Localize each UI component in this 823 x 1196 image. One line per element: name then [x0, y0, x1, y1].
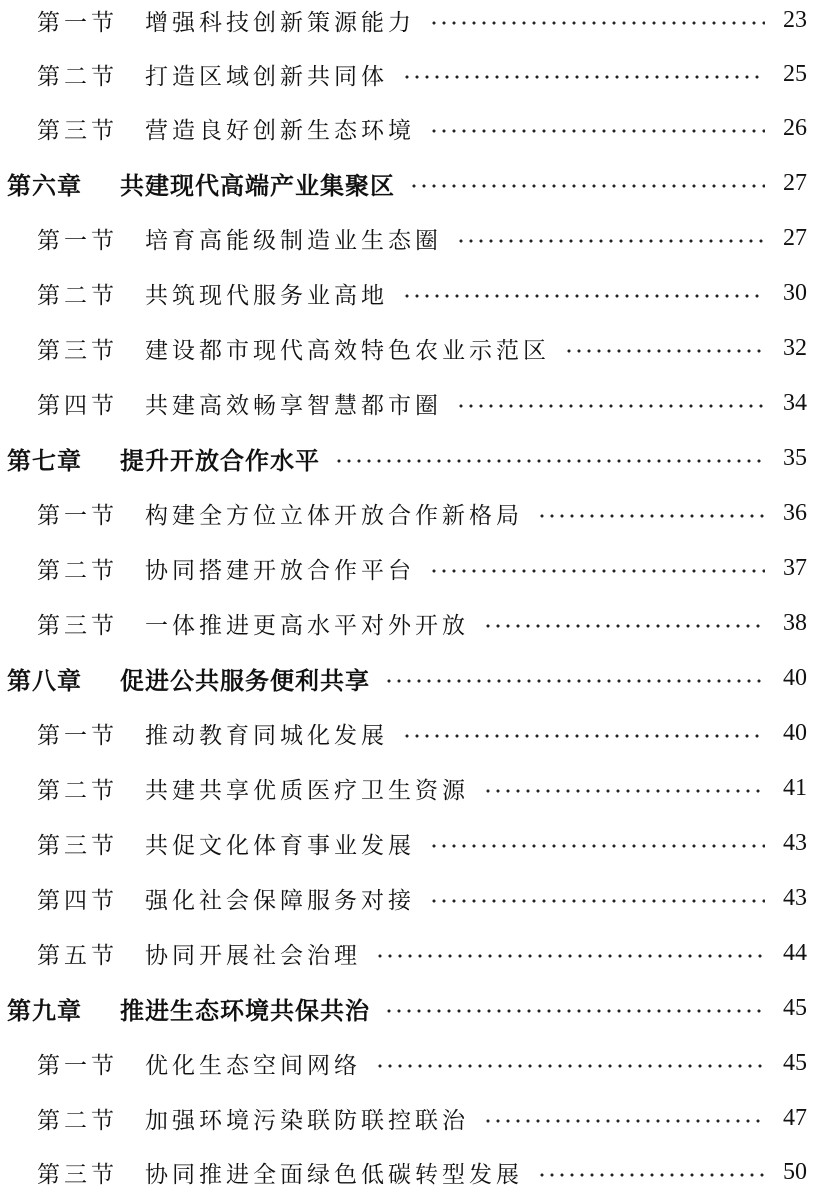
entry-title: 打造区域创新共同体 — [145, 63, 388, 90]
toc-entry-section[interactable] — [0, 1043, 823, 1083]
dot-leader — [402, 734, 765, 738]
page-number: 40 — [783, 719, 807, 746]
entry-number: 第三节 — [37, 1161, 118, 1188]
page-number: 36 — [783, 499, 807, 526]
dot-leader — [564, 349, 765, 353]
entry-number: 第二节 — [37, 282, 118, 309]
page-number: 32 — [783, 334, 807, 361]
page-number: 41 — [783, 774, 807, 801]
toc-entry-section[interactable] — [0, 0, 823, 40]
entry-title: 优化生态空间网络 — [145, 1052, 361, 1079]
dot-leader — [429, 899, 765, 903]
entry-title: 建设都市现代高效特色农业示范区 — [145, 337, 550, 364]
entry-title: 强化社会保障服务对接 — [145, 887, 415, 914]
entry-number: 第二节 — [37, 1107, 118, 1134]
dot-leader — [456, 404, 765, 408]
entry-title: 协同推进全面绿色低碳转型发展 — [145, 1161, 523, 1188]
entry-number: 第六章 — [7, 170, 82, 200]
entry-title: 共建共享优质医疗卫生资源 — [145, 777, 469, 804]
entry-number: 第一节 — [37, 227, 118, 254]
toc-entry-section[interactable] — [0, 1098, 823, 1138]
toc-entry-chapter[interactable] — [0, 658, 823, 698]
dot-leader — [537, 1173, 765, 1177]
entry-title: 协同开展社会治理 — [145, 942, 361, 969]
entry-title: 构建全方位立体开放合作新格局 — [145, 502, 523, 529]
entry-title: 增强科技创新策源能力 — [145, 9, 415, 36]
dot-leader — [429, 21, 765, 25]
entry-number: 第七章 — [7, 445, 82, 475]
page-number: 23 — [783, 6, 807, 33]
dot-leader — [483, 789, 765, 793]
entry-title: 共促文化体育事业发展 — [145, 832, 415, 859]
toc-entry-section[interactable] — [0, 933, 823, 973]
page-number: 35 — [783, 444, 807, 471]
page-number: 34 — [783, 389, 807, 416]
toc-entry-chapter[interactable] — [0, 438, 823, 478]
dot-leader — [334, 459, 765, 463]
dot-leader — [384, 679, 765, 683]
dot-leader — [429, 569, 765, 573]
entry-number: 第八章 — [7, 665, 82, 695]
page-number: 27 — [783, 169, 807, 196]
page-number: 37 — [783, 554, 807, 581]
dot-leader — [402, 75, 765, 79]
page-number: 30 — [783, 279, 807, 306]
toc-entry-section[interactable] — [0, 603, 823, 643]
entry-number: 第一节 — [37, 722, 118, 749]
toc-entry-section[interactable] — [0, 108, 823, 148]
toc-entry-chapter[interactable] — [0, 988, 823, 1028]
entry-title: 加强环境污染联防联控联治 — [145, 1107, 469, 1134]
entry-title: 共建现代高端产业集聚区 — [120, 170, 395, 200]
dot-leader — [483, 624, 765, 628]
toc-entry-section[interactable] — [0, 548, 823, 588]
toc-entry-section[interactable] — [0, 1152, 823, 1192]
entry-number: 第一节 — [37, 1052, 118, 1079]
dot-leader — [384, 1009, 765, 1013]
toc-entry-section[interactable] — [0, 493, 823, 533]
dot-leader — [409, 184, 765, 188]
entry-title: 促进公共服务便利共享 — [120, 665, 370, 695]
toc-entry-section[interactable] — [0, 878, 823, 918]
page-number: 25 — [783, 60, 807, 87]
entry-title: 协同搭建开放合作平台 — [145, 557, 415, 584]
page-number: 43 — [783, 884, 807, 911]
entry-title: 共建高效畅享智慧都市圈 — [145, 392, 442, 419]
page-number: 45 — [783, 994, 807, 1021]
entry-number: 第一节 — [37, 502, 118, 529]
page-number: 43 — [783, 829, 807, 856]
dot-leader — [456, 239, 765, 243]
dot-leader — [537, 514, 765, 518]
entry-title: 营造良好创新生态环境 — [145, 117, 415, 144]
entry-title: 提升开放合作水平 — [120, 445, 320, 475]
entry-title: 推进生态环境共保共治 — [120, 995, 370, 1025]
toc-entry-section[interactable] — [0, 328, 823, 368]
entry-number: 第一节 — [37, 9, 118, 36]
toc-entry-section[interactable] — [0, 823, 823, 863]
page-number: 44 — [783, 939, 807, 966]
page-number: 50 — [783, 1158, 807, 1185]
toc-entry-chapter[interactable] — [0, 163, 823, 203]
dot-leader — [402, 294, 765, 298]
dot-leader — [375, 954, 765, 958]
entry-number: 第九章 — [7, 995, 82, 1025]
entry-number: 第三节 — [37, 832, 118, 859]
entry-number: 第二节 — [37, 777, 118, 804]
page-number: 45 — [783, 1049, 807, 1076]
dot-leader — [375, 1064, 765, 1068]
entry-number: 第三节 — [37, 117, 118, 144]
entry-title: 推动教育同城化发展 — [145, 722, 388, 749]
entry-number: 第四节 — [37, 392, 118, 419]
page-number: 27 — [783, 224, 807, 251]
toc-entry-section[interactable] — [0, 713, 823, 753]
toc-entry-section[interactable] — [0, 54, 823, 94]
page-number: 38 — [783, 609, 807, 636]
page-number: 47 — [783, 1104, 807, 1131]
entry-title: 共筑现代服务业高地 — [145, 282, 388, 309]
page-number: 26 — [783, 114, 807, 141]
entry-title: 培育高能级制造业生态圈 — [145, 227, 442, 254]
entry-number: 第二节 — [37, 63, 118, 90]
page-number: 40 — [783, 664, 807, 691]
entry-title: 一体推进更高水平对外开放 — [145, 612, 469, 639]
dot-leader — [429, 129, 765, 133]
entry-number: 第三节 — [37, 337, 118, 364]
entry-number: 第三节 — [37, 612, 118, 639]
toc-entry-section[interactable] — [0, 768, 823, 808]
entry-number: 第五节 — [37, 942, 118, 969]
dot-leader — [429, 844, 765, 848]
dot-leader — [483, 1119, 765, 1123]
entry-number: 第四节 — [37, 887, 118, 914]
toc-entry-section[interactable] — [0, 218, 823, 258]
toc-entry-section[interactable] — [0, 273, 823, 313]
toc-entry-section[interactable] — [0, 383, 823, 423]
entry-number: 第二节 — [37, 557, 118, 584]
